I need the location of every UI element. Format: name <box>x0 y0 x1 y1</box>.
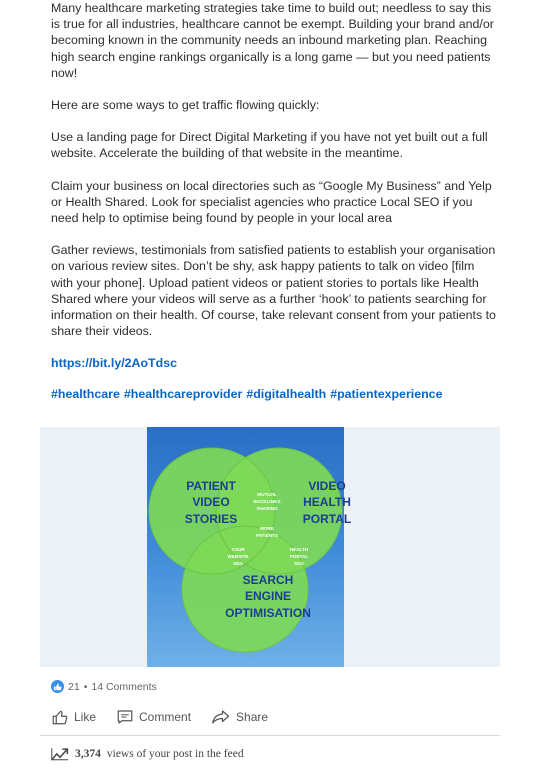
hashtag-digitalhealth[interactable]: #digitalhealth <box>246 386 327 401</box>
hashtag-healthcareprovider[interactable]: #healthcareprovider <box>123 386 243 401</box>
venn-right-line1: VIDEO <box>308 479 346 493</box>
venn-overlap-right-1: HEALTH <box>289 547 309 552</box>
comment-count[interactable]: 14 Comments <box>91 680 157 693</box>
hashtag-list <box>51 386 499 402</box>
social-counts <box>51 680 157 693</box>
comment-icon <box>116 708 134 726</box>
post-paragraph: Many healthcare marketing strategies take time to build out; needless to say this is true for all industries, healthcare cannot be exempt. Building your brand and/or becoming known in the community needs an inbound marketing plan. Reaching high search engine rankings organically is a long game — but you need patients now! <box>51 1 494 80</box>
venn-right-line3: PORTAL <box>302 512 352 526</box>
hashtag-patientexperience[interactable]: #patientexperience <box>330 386 443 401</box>
venn-overlap-top-3: SHARING <box>256 506 278 511</box>
share-label: Share <box>236 710 269 724</box>
post-paragraph: Gather reviews, testimonials from satisfied patients to establish your organisation on various review sites. Don’t be shy, ask happy patients to talk on video [film with your phone]. Upload patient videos or patient stories to portals like Health Shared where your videos will serve as a further ‘hook’ to patients searching for information on their health. Of course, take relevant consent from your patients to share their videos. <box>51 243 496 339</box>
venn-overlap-top-1: MUTUAL <box>257 492 277 497</box>
venn-left-line1: PATIENT <box>186 479 236 493</box>
comment-label: Comment <box>139 710 192 724</box>
venn-bottom-line3: OPTIMISATION <box>225 606 311 620</box>
like-button[interactable] <box>51 708 96 726</box>
post-paragraph: Use a landing page for Direct Digital Marketing if you have not yet built out a full website. Accelerate the building of that website in the meantime. <box>51 130 488 161</box>
share-button[interactable] <box>211 708 268 726</box>
venn-right-line2: HEALTH <box>303 495 351 509</box>
views-count: 3,374 <box>75 748 101 760</box>
venn-overlap-right-3: SEO <box>294 561 304 566</box>
venn-overlap-right-2: PORTAL <box>289 554 309 559</box>
post-body <box>51 0 499 418</box>
reaction-count[interactable]: 21 <box>68 680 80 693</box>
venn-overlap-top-2: BACKLINKS <box>253 499 281 504</box>
venn-left-line3: STORIES <box>184 512 238 526</box>
venn-diagram <box>147 427 352 667</box>
post-image[interactable] <box>147 427 352 667</box>
analytics-icon <box>51 747 69 761</box>
divider <box>40 735 500 736</box>
venn-center-1: MORE <box>260 526 274 531</box>
venn-overlap-left-3: SEO <box>233 561 243 566</box>
post-link[interactable]: https://bit.ly/2AoTdsc <box>51 356 177 371</box>
like-reaction-icon <box>51 680 64 693</box>
post-views[interactable] <box>51 747 244 761</box>
post-paragraph: Claim your business on local directories such as “Google My Business” and Yelp or Health Shared. Look for specialist agencies who practice Local SEO if you need help to optimise being found by people in your local area <box>51 178 492 226</box>
like-label: Like <box>74 710 97 724</box>
separator-dot: • <box>83 680 88 693</box>
share-icon <box>211 708 231 726</box>
action-bar <box>51 708 268 726</box>
comment-button[interactable] <box>116 708 191 726</box>
venn-overlap-left-1: YOUR <box>231 547 245 552</box>
venn-bottom-line1: SEARCH <box>242 573 294 587</box>
thumbs-up-icon <box>51 708 69 726</box>
hashtag-healthcare[interactable]: #healthcare <box>51 386 120 401</box>
venn-left-line2: VIDEO <box>192 495 230 509</box>
views-text: views of your post in the feed <box>106 748 244 760</box>
post-paragraph: Here are some ways to get traffic flowing quickly: <box>51 98 320 113</box>
venn-bottom-line2: ENGINE <box>244 589 292 603</box>
venn-overlap-left-2: WEBSITE <box>227 554 249 559</box>
venn-center-2: PATIENTS <box>255 533 279 538</box>
